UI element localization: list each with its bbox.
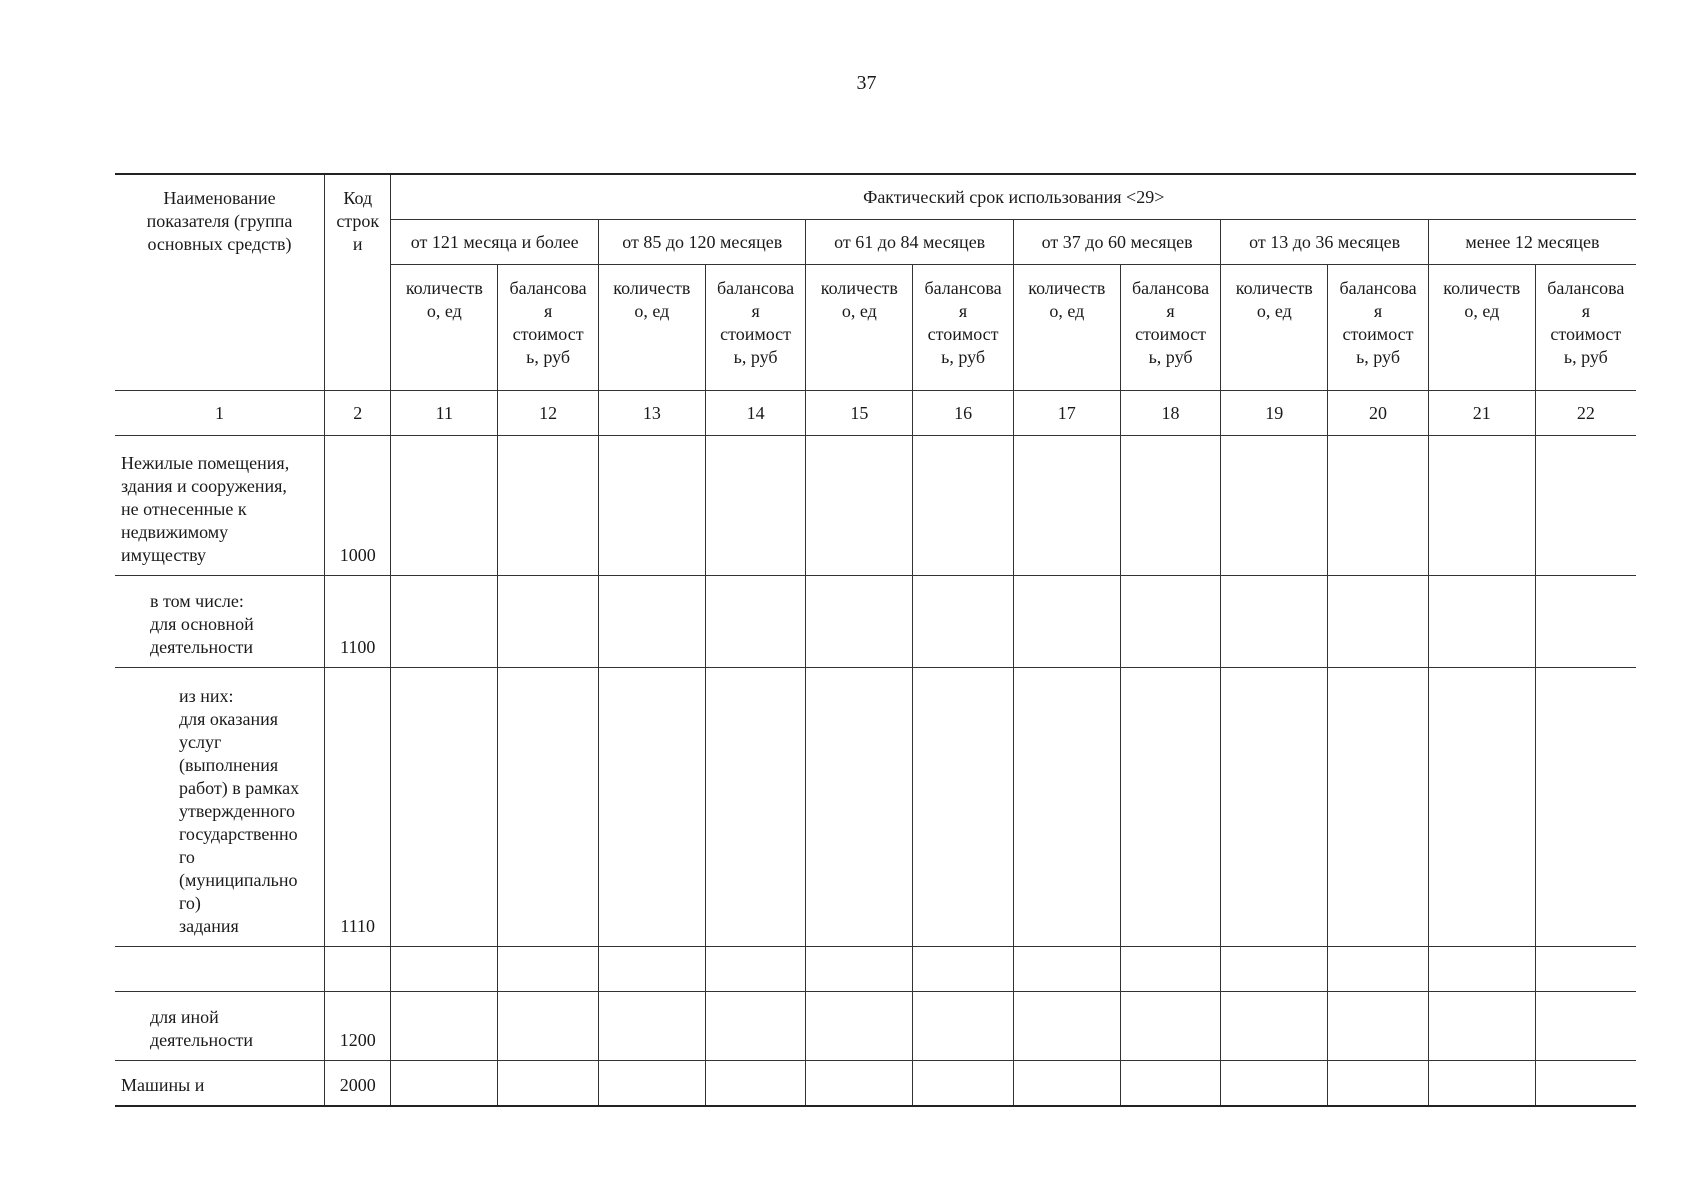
balance-value-cell[interactable] — [913, 576, 1014, 668]
row-code: 1110 — [325, 668, 391, 947]
quantity-cell[interactable] — [806, 668, 913, 947]
balance-value-cell[interactable] — [498, 947, 599, 992]
balance-value-cell[interactable] — [1328, 436, 1429, 576]
quantity-cell[interactable] — [806, 436, 913, 576]
quantity-cell[interactable] — [598, 1061, 705, 1106]
indicator-name-header: Наименование показателя (группа основных средств) — [115, 174, 325, 391]
quantity-cell[interactable] — [598, 668, 705, 947]
subheader-quantity: количеств о, ед — [1428, 265, 1535, 391]
page-number: 37 — [856, 72, 877, 94]
balance-value-cell[interactable] — [913, 947, 1014, 992]
balance-value-cell[interactable] — [1328, 947, 1429, 992]
period-header-61-84: от 61 до 84 месяцев — [806, 220, 1013, 265]
subheader-quantity: количеств о, ед — [598, 265, 705, 391]
balance-value-cell[interactable] — [1120, 992, 1221, 1061]
table-row — [115, 668, 1636, 947]
row-indicator-name: для иной деятельности — [115, 992, 325, 1061]
table-row — [115, 992, 1636, 1061]
subheader-quantity: количеств о, ед — [1221, 265, 1328, 391]
quantity-cell[interactable] — [1428, 1061, 1535, 1106]
balance-value-cell[interactable] — [705, 1061, 806, 1106]
column-number: 18 — [1120, 391, 1221, 436]
row-code: 1000 — [325, 436, 391, 576]
table-row — [115, 1061, 1636, 1106]
quantity-cell[interactable] — [1428, 947, 1535, 992]
quantity-cell[interactable] — [598, 576, 705, 668]
balance-value-cell[interactable] — [705, 947, 806, 992]
balance-value-cell[interactable] — [1120, 576, 1221, 668]
quantity-cell[interactable] — [806, 992, 913, 1061]
quantity-cell[interactable] — [598, 947, 705, 992]
subheader-balance-value: балансова я стоимост ь, руб — [1328, 265, 1429, 391]
subheader-balance-value: балансова я стоимост ь, руб — [705, 265, 806, 391]
balance-value-cell[interactable] — [1120, 436, 1221, 576]
row-code: 1200 — [325, 992, 391, 1061]
quantity-cell[interactable] — [598, 992, 705, 1061]
column-number: 16 — [913, 391, 1014, 436]
quantity-cell[interactable] — [1428, 436, 1535, 576]
usage-period-group-header: Фактический срок использования <29> — [391, 174, 1636, 220]
subheader-quantity: количеств о, ед — [1013, 265, 1120, 391]
balance-value-cell[interactable] — [498, 436, 599, 576]
quantity-cell[interactable] — [1428, 576, 1535, 668]
balance-value-cell[interactable] — [1120, 668, 1221, 947]
column-number-row — [115, 391, 1636, 436]
column-number: 21 — [1428, 391, 1535, 436]
balance-value-cell[interactable] — [705, 668, 806, 947]
row-indicator-name: Нежилые помещения, здания и сооружения, не отнесенные к недвижимому имуществу — [115, 436, 325, 576]
quantity-cell[interactable] — [1013, 1061, 1120, 1106]
table-row — [115, 436, 1636, 576]
balance-value-cell[interactable] — [1328, 1061, 1429, 1106]
quantity-cell[interactable] — [1013, 947, 1120, 992]
row-code: 2000 — [325, 1061, 391, 1106]
balance-value-cell[interactable] — [498, 576, 599, 668]
period-header-under-12: менее 12 месяцев — [1428, 220, 1636, 265]
subheader-quantity: количеств о, ед — [806, 265, 913, 391]
balance-value-cell[interactable] — [1535, 947, 1636, 992]
quantity-cell[interactable] — [391, 947, 498, 992]
quantity-cell[interactable] — [391, 576, 498, 668]
quantity-cell[interactable] — [1221, 947, 1328, 992]
quantity-cell[interactable] — [391, 1061, 498, 1106]
subheader-quantity: количеств о, ед — [391, 265, 498, 391]
balance-value-cell[interactable] — [1535, 436, 1636, 576]
quantity-cell[interactable] — [1013, 436, 1120, 576]
quantity-cell[interactable] — [1221, 436, 1328, 576]
row-indicator-name — [115, 947, 325, 992]
column-number: 1 — [115, 391, 325, 436]
table-body — [115, 436, 1636, 1106]
balance-value-cell[interactable] — [1535, 1061, 1636, 1106]
balance-value-cell[interactable] — [1328, 576, 1429, 668]
quantity-cell[interactable] — [1221, 576, 1328, 668]
period-header-85-120: от 85 до 120 месяцев — [598, 220, 805, 265]
balance-value-cell[interactable] — [498, 992, 599, 1061]
row-indicator-name: в том числе: для основной деятельности — [115, 576, 325, 668]
balance-value-cell[interactable] — [913, 992, 1014, 1061]
balance-value-cell[interactable] — [913, 668, 1014, 947]
balance-value-cell[interactable] — [498, 1061, 599, 1106]
column-number: 22 — [1535, 391, 1636, 436]
column-number: 17 — [1013, 391, 1120, 436]
quantity-cell[interactable] — [391, 668, 498, 947]
balance-value-cell[interactable] — [1328, 992, 1429, 1061]
balance-value-cell[interactable] — [498, 668, 599, 947]
balance-value-cell[interactable] — [1328, 668, 1429, 947]
quantity-cell[interactable] — [1221, 992, 1328, 1061]
balance-value-cell[interactable] — [1535, 992, 1636, 1061]
row-code: 1100 — [325, 576, 391, 668]
table-row — [115, 947, 1636, 992]
table-row — [115, 576, 1636, 668]
balance-value-cell[interactable] — [705, 436, 806, 576]
quantity-cell[interactable] — [1428, 668, 1535, 947]
column-number: 13 — [598, 391, 705, 436]
balance-value-cell[interactable] — [1535, 576, 1636, 668]
quantity-cell[interactable] — [806, 1061, 913, 1106]
quantity-cell[interactable] — [391, 992, 498, 1061]
period-header-121-plus: от 121 месяца и более — [391, 220, 598, 265]
quantity-cell[interactable] — [1013, 992, 1120, 1061]
fixed-assets-usage-table — [115, 173, 1636, 1107]
column-number: 20 — [1328, 391, 1429, 436]
quantity-cell[interactable] — [391, 436, 498, 576]
row-indicator-name: из них: для оказания услуг (выполнения работ) в рамках утвержденного государственно го (муниципально го) задания — [115, 668, 325, 947]
column-number: 19 — [1221, 391, 1328, 436]
column-number: 11 — [391, 391, 498, 436]
quantity-cell[interactable] — [1428, 992, 1535, 1061]
quantity-cell[interactable] — [806, 576, 913, 668]
column-number: 14 — [705, 391, 806, 436]
row-code — [325, 947, 391, 992]
column-number: 15 — [806, 391, 913, 436]
period-header-13-36: от 13 до 36 месяцев — [1221, 220, 1428, 265]
subheader-balance-value: балансова я стоимост ь, руб — [1535, 265, 1636, 391]
quantity-cell[interactable] — [1221, 1061, 1328, 1106]
subheader-balance-value: балансова я стоимост ь, руб — [1120, 265, 1221, 391]
balance-value-cell[interactable] — [705, 992, 806, 1061]
balance-value-cell[interactable] — [1535, 668, 1636, 947]
subheader-balance-value: балансова я стоимост ь, руб — [498, 265, 599, 391]
quantity-cell[interactable] — [806, 947, 913, 992]
balance-value-cell[interactable] — [1120, 1061, 1221, 1106]
column-number: 2 — [325, 391, 391, 436]
quantity-cell[interactable] — [1221, 668, 1328, 947]
quantity-cell[interactable] — [598, 436, 705, 576]
row-indicator-name: Машины и — [115, 1061, 325, 1106]
balance-value-cell[interactable] — [1120, 947, 1221, 992]
balance-value-cell[interactable] — [913, 436, 1014, 576]
row-code-header: Код строк и — [325, 174, 391, 391]
quantity-cell[interactable] — [1013, 576, 1120, 668]
period-header-37-60: от 37 до 60 месяцев — [1013, 220, 1220, 265]
subheader-balance-value: балансова я стоимост ь, руб — [913, 265, 1014, 391]
balance-value-cell[interactable] — [913, 1061, 1014, 1106]
quantity-cell[interactable] — [1013, 668, 1120, 947]
column-number: 12 — [498, 391, 599, 436]
balance-value-cell[interactable] — [705, 576, 806, 668]
